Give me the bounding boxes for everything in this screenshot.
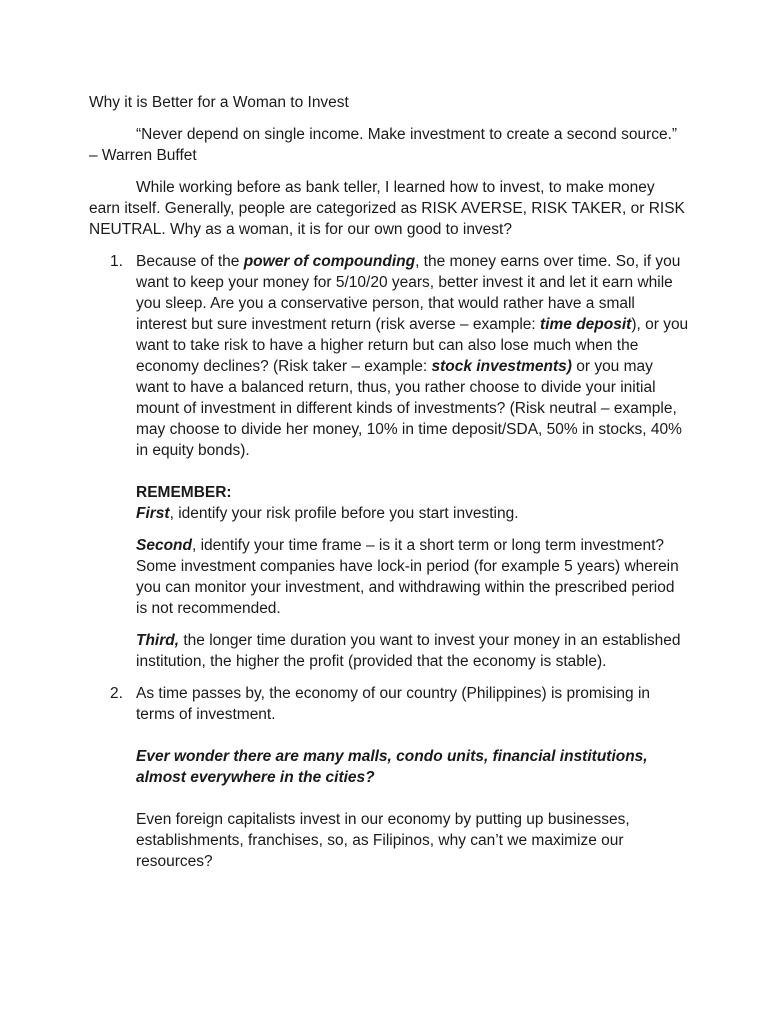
document-title: Why it is Better for a Woman to Invest (89, 94, 349, 111)
malls-question: Ever wonder there are many malls, condo units, financial institutions, almost everywhere in the cities? (136, 748, 648, 786)
remember-second-label: Second (136, 537, 192, 554)
list-item-1 (89, 251, 689, 672)
list-number-2: 2. (110, 685, 123, 702)
list-item-1-text-part: Because of the (136, 253, 244, 270)
list-item-2-text: As time passes by, the economy of our country (Philippines) is promising in terms of investment. (136, 685, 651, 723)
list-number-1: 1. (110, 253, 123, 270)
remember-heading: REMEMBER: (136, 484, 232, 501)
remember-third (136, 630, 689, 672)
list-item-1-text-part: ), or you want to take risk to have a higher return but can also lose much when the economy declines? (Risk taker – example: (136, 316, 689, 375)
list-item-1-text-part: or you may want to have a balanced return, thus, you rather choose to divide your initial mount of investment in different kinds of investments? (Risk neutral – example, may choose to divide her money, 10% in time deposit/SDA, 50% in stocks, 40% in equity bonds). (136, 358, 682, 459)
remember-first (136, 503, 689, 524)
intro-paragraph: While working before as bank teller, I learned how to invest, to make money earn itself. Generally, people are categorized as RISK AVERSE, RISK TAKER, or RISK NEUTRAL. Why as a woman, it is for our own good to invest? (89, 179, 685, 238)
emphasis-stock-investments: stock investments) (431, 358, 572, 375)
closing-paragraph: Even foreign capitalists invest in our economy by putting up businesses, establishments, franchises, so, as Filipinos, why can’t we maximize our resources? (136, 811, 630, 870)
document-page (89, 92, 689, 872)
remember-third-text: the longer time duration you want to invest your money in an established institution, the higher the profit (provided that the economy is stable). (136, 632, 681, 670)
remember-second (136, 535, 689, 619)
emphasis-power-of-compounding: power of compounding (243, 253, 416, 270)
list-item-1-text-part: , the money earns over time. So, if you want to keep your money for 5/10/20 years, better invest it and let it earn while you sleep. Are you a conservative person, that would rather have a small interest but sure investment return (risk averse – example: (136, 253, 681, 333)
remember-third-label: Third, (136, 632, 180, 649)
list-item-2 (89, 683, 689, 872)
emphasis-time-deposit: time deposit (540, 316, 632, 333)
remember-first-label: First (136, 505, 170, 522)
remember-first-text: , identify your risk profile before you start investing. (169, 505, 519, 522)
quote-paragraph: “Never depend on single income. Make investment to create a second source.” – Warren Buffet (89, 126, 678, 164)
list-item-1-text (136, 251, 689, 461)
remember-second-text: , identify your time frame – is it a short term or long term investment? Some investment companies have lock-in period (for example 5 years) wherein you can monitor your investment, and withdrawing within the prescribed period is not recommended. (136, 537, 679, 617)
